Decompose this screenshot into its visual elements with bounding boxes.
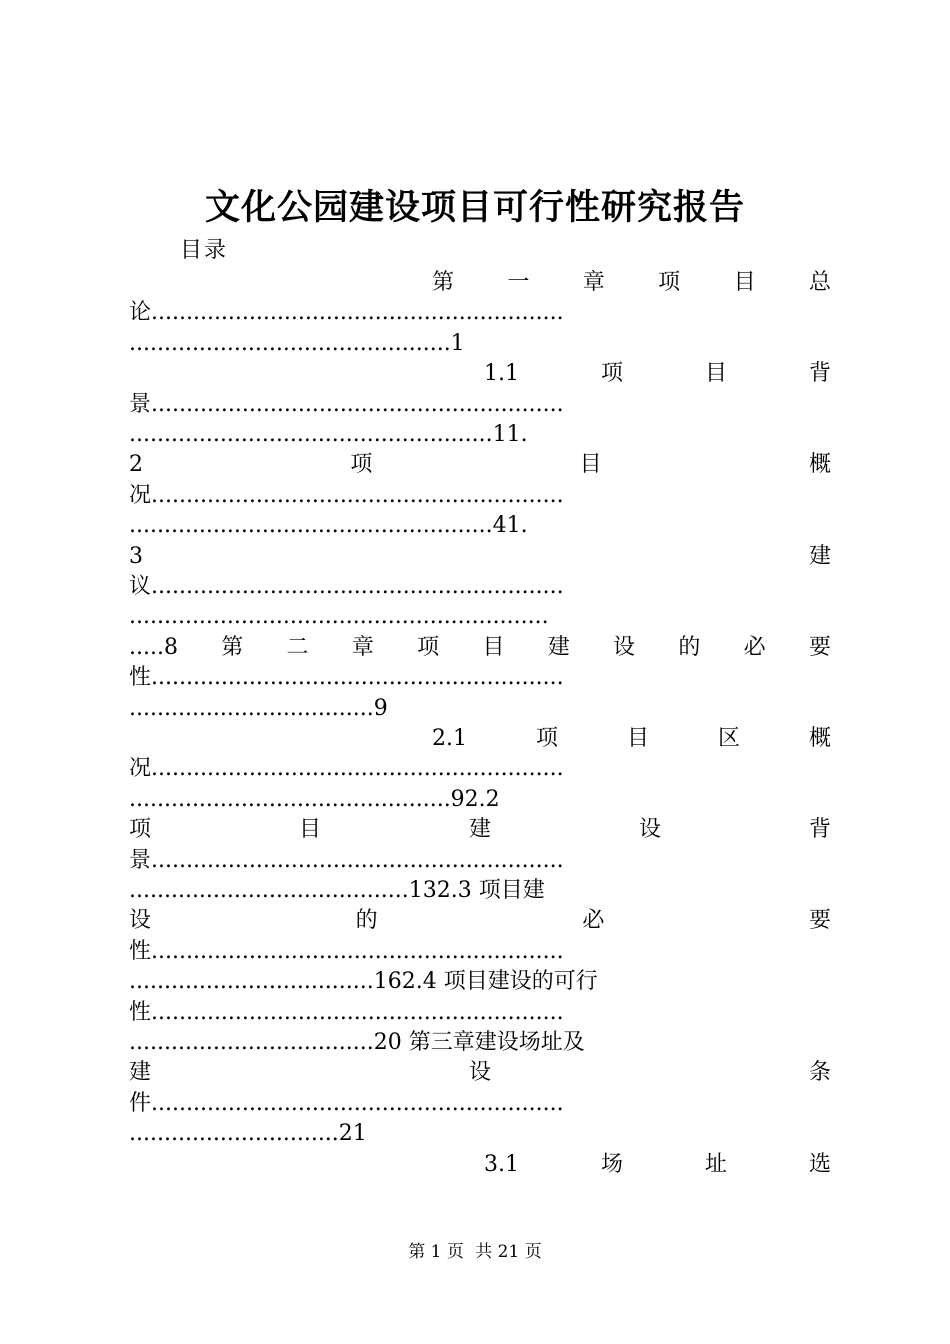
toc-line — [129, 329, 831, 359]
toc-word: 目 — [482, 634, 505, 660]
toc-word: 目 — [579, 452, 602, 478]
toc-line — [432, 724, 831, 754]
toc-word: 目 — [733, 270, 756, 295]
toc-line — [129, 906, 831, 936]
toc-text: ....................................................11. — [129, 422, 528, 447]
toc-text: ..............................................92.2 — [129, 786, 500, 812]
toc-word: 第 — [221, 634, 244, 660]
toc-text: ..............................21 — [129, 1121, 367, 1147]
toc-line — [129, 663, 831, 693]
toc-heading: 目录 — [180, 238, 229, 263]
toc-word: 的 — [355, 908, 378, 934]
toc-line — [129, 633, 831, 663]
toc-word: 项 — [350, 452, 373, 478]
toc-word: 必 — [743, 634, 766, 660]
page-number: 第 1 页 — [408, 1242, 464, 1262]
toc-text: 况........................................................... — [129, 482, 564, 508]
toc-word: 背 — [808, 817, 831, 843]
toc-word: 2 — [129, 452, 143, 478]
toc-line — [129, 1089, 831, 1119]
toc-word: 址 — [704, 1151, 727, 1177]
toc-text: 性........................................................... — [129, 938, 564, 964]
toc-word: 章 — [351, 634, 374, 660]
toc-word: 项 — [535, 726, 558, 751]
toc-line — [129, 390, 831, 420]
toc-word: 项 — [129, 817, 152, 843]
toc-line — [129, 815, 831, 845]
toc-line — [484, 1150, 831, 1180]
toc-word: 项 — [600, 361, 623, 387]
toc-word: 3.1 — [484, 1151, 519, 1177]
toc-text: 景........................................................... — [129, 391, 564, 417]
toc-word: 背 — [808, 361, 831, 387]
toc-line — [129, 572, 831, 602]
toc-text: ..............................................1 — [129, 330, 465, 356]
toc-line — [129, 967, 831, 997]
toc-word: 总 — [808, 270, 831, 295]
toc-line — [129, 481, 831, 511]
toc-word: 必 — [582, 908, 605, 934]
toc-line — [129, 542, 831, 572]
toc-text: ...................................20 第三章建设场址及 — [129, 1030, 585, 1055]
toc-text: 论........................................................... — [129, 300, 564, 326]
toc-word: 的 — [678, 634, 701, 660]
toc-line — [129, 602, 831, 632]
toc-word: 二 — [286, 634, 309, 660]
toc-text: 性........................................................... — [129, 999, 564, 1025]
toc-word: 条 — [808, 1060, 831, 1086]
toc-line — [129, 420, 831, 450]
toc-line — [129, 785, 831, 815]
toc-word: 章 — [582, 270, 605, 295]
toc-word: 一 — [507, 270, 530, 295]
toc-line — [129, 450, 831, 480]
toc-word: 目 — [626, 726, 649, 751]
toc-word: 建 — [129, 1060, 152, 1086]
toc-word: 2.1 — [432, 726, 467, 751]
toc-text: ....................................................41. — [129, 513, 528, 539]
toc-text: 议........................................................... — [129, 574, 564, 599]
toc-word: 建 — [468, 817, 491, 843]
toc-word: 选 — [808, 1151, 831, 1177]
toc-word: 1.1 — [484, 361, 519, 387]
toc-word: 设 — [468, 1060, 491, 1086]
toc-word: 建 — [547, 634, 570, 660]
toc-line — [129, 1119, 831, 1149]
page-footer — [0, 1240, 950, 1264]
toc-word: 目 — [298, 817, 321, 843]
toc-line — [129, 754, 831, 784]
toc-line — [129, 1028, 831, 1058]
toc-word: 场 — [600, 1151, 623, 1177]
toc-line — [129, 694, 831, 724]
toc-word: 项 — [658, 270, 681, 295]
toc-text: 件........................................................... — [129, 1090, 564, 1116]
toc-word: 要 — [808, 908, 831, 934]
toc-word: 目 — [704, 361, 727, 387]
toc-text: ........................................132.3 项目建 — [129, 878, 545, 903]
toc-word: 要 — [808, 634, 831, 660]
toc-word: .....8 — [129, 634, 178, 660]
toc-word: 第 — [432, 270, 455, 295]
toc-word: 设 — [613, 634, 636, 660]
toc-line — [432, 268, 831, 298]
toc-line — [129, 846, 831, 876]
toc-word: 设 — [129, 908, 152, 934]
toc-line — [129, 1058, 831, 1088]
toc-text: 性........................................................... — [129, 665, 564, 691]
toc-line — [129, 511, 831, 541]
toc-word: 设 — [638, 817, 661, 843]
toc-line — [484, 359, 831, 389]
document-title: 文化公园建设项目可行性研究报告 — [204, 187, 745, 228]
toc-line — [129, 876, 831, 906]
toc-word: 区 — [717, 726, 740, 751]
toc-line — [129, 937, 831, 967]
toc-word: 3 — [129, 543, 143, 569]
toc-word: 项 — [417, 634, 440, 660]
toc-word: 概 — [808, 452, 831, 478]
toc-text: ...................................9 — [129, 695, 388, 721]
toc-line — [129, 998, 831, 1028]
toc-word: 建 — [808, 543, 831, 569]
toc-text: ...................................162.4 项目建设的可行 — [129, 969, 598, 995]
toc-text: ............................................................ — [129, 604, 549, 630]
toc-word: 概 — [808, 726, 831, 751]
page-total: 共 21 页 — [475, 1242, 542, 1262]
toc-line — [129, 298, 831, 328]
toc-text: 景........................................................... — [129, 847, 564, 873]
toc-text: 况........................................................... — [129, 756, 564, 782]
